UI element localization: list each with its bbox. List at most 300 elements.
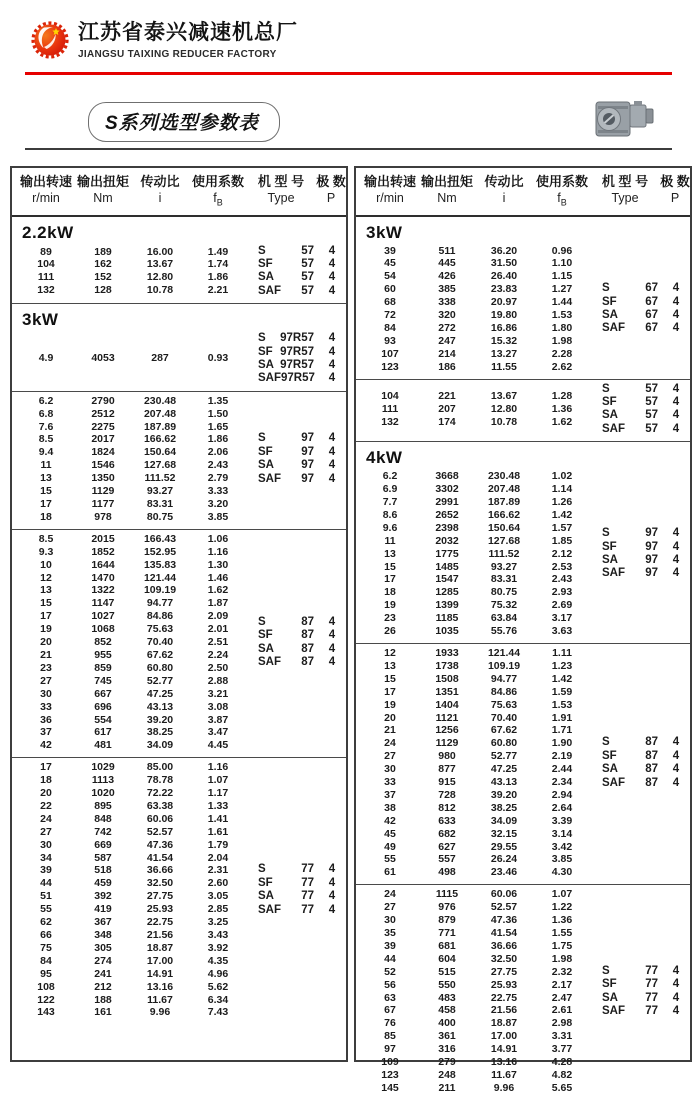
model-size: 77: [645, 991, 658, 1004]
value-cell: 23.83: [490, 283, 518, 296]
value-cell: 1.16: [207, 761, 229, 774]
value-cell: 27: [384, 750, 396, 763]
value-cell: 38.25: [146, 726, 174, 739]
value-cell: 554: [94, 713, 112, 726]
value-cell: 978: [94, 510, 112, 523]
company-header: [78, 20, 298, 60]
value-cell: 93: [384, 334, 396, 347]
value-cell: 60.06: [146, 812, 174, 825]
value-cell: 24: [384, 737, 396, 750]
value-cell: 2275: [91, 420, 115, 433]
model-type-row: [258, 616, 346, 629]
pole-count: 4: [328, 345, 336, 358]
pole-count: 4: [672, 295, 680, 308]
model-size: 67: [645, 282, 658, 295]
model-label: [602, 750, 658, 763]
value-cell: 70.40: [146, 636, 174, 649]
value-cell: 1824: [91, 446, 115, 459]
value-cell: 67: [384, 1004, 396, 1017]
value-cell: 33: [40, 700, 52, 713]
model-type-row: [602, 282, 690, 295]
value-cell: 1.44: [551, 296, 573, 309]
value-cell: 400: [438, 1017, 456, 1030]
value-cell: 1115: [435, 888, 459, 901]
block-body: [356, 470, 690, 638]
value-cell: 43.13: [146, 700, 174, 713]
pole-count: 4: [672, 554, 680, 567]
model-type-row: [258, 877, 346, 890]
value-cell: 2790: [91, 394, 115, 407]
value-cell: 67.62: [146, 648, 174, 661]
pole-count: 4: [672, 1004, 680, 1017]
numeric-rows: [16, 533, 246, 752]
value-cell: 27: [40, 825, 52, 838]
model-prefix: SA: [602, 763, 618, 776]
value-cell: 121.44: [487, 646, 521, 659]
model-type-area: [590, 383, 690, 437]
value-cell: 39: [384, 244, 396, 257]
model-label: [602, 978, 658, 991]
block-body: [356, 245, 690, 374]
value-cell: 1.75: [551, 939, 573, 952]
value-cell: 35: [384, 927, 396, 939]
value-cell: 152.95: [143, 545, 177, 558]
col-torque: 输出扭矩 Nm: [420, 174, 473, 205]
value-cell: 1.17: [207, 787, 229, 800]
value-cell: 1113: [91, 774, 115, 787]
value-cell: 42: [384, 814, 396, 827]
value-cell: 107: [381, 347, 399, 360]
value-cell: 1.50: [207, 407, 229, 420]
value-cell: 6.2: [382, 470, 398, 483]
value-cell: 122: [37, 993, 55, 1006]
value-cell: 4.45: [207, 739, 229, 752]
value-cell: 174: [438, 415, 456, 428]
value-cell: 84: [384, 321, 396, 334]
value-cell: 26: [384, 625, 396, 638]
parameter-tables: [10, 166, 692, 1094]
value-cell: 26.24: [490, 853, 518, 866]
value-cell: 25.93: [490, 978, 518, 991]
model-label: [258, 359, 314, 372]
value-cell: 21.56: [490, 1004, 518, 1017]
value-cell: 104: [37, 258, 55, 271]
model-type-row: [258, 346, 346, 359]
value-cell: 1350: [91, 472, 115, 485]
model-type-row: [258, 643, 346, 656]
value-cell: 7.6: [38, 420, 54, 433]
value-cell: 2.53: [551, 560, 573, 573]
model-label: [258, 904, 314, 917]
value-cell: 2.50: [207, 661, 229, 674]
value-cell: 123: [381, 1068, 399, 1081]
value-cell: 1.53: [551, 698, 573, 711]
value-cell: 12: [384, 646, 396, 659]
model-size: 57: [645, 409, 658, 422]
value-cell: 848: [94, 812, 112, 825]
value-cell: 426: [438, 270, 456, 283]
right-table: [354, 166, 692, 1094]
value-cell: 21: [40, 648, 52, 661]
value-cell: 17: [384, 685, 396, 698]
value-cell: 320: [438, 309, 456, 322]
value-cell: 1.42: [551, 508, 573, 521]
value-cell: 60: [384, 283, 396, 296]
value-cell: 187.89: [487, 496, 521, 508]
value-cell: 2512: [91, 407, 115, 420]
value-cell: 20: [40, 636, 52, 649]
model-size: 57: [645, 422, 658, 435]
col-service-factor: 使用系数 $f_B$: [535, 174, 588, 208]
value-cell: 19: [40, 623, 52, 636]
value-cell: 36.20: [490, 244, 518, 257]
value-cell: 49: [384, 840, 396, 853]
value-cell: 1.36: [551, 402, 573, 415]
model-type-row: [258, 904, 346, 917]
value-cell: 2.04: [207, 851, 229, 864]
value-cell: 955: [94, 648, 112, 661]
model-label: [602, 965, 658, 978]
pole-count: 4: [328, 284, 336, 297]
value-cell: 3.31: [551, 1030, 573, 1043]
value-cell: 20: [40, 787, 52, 800]
model-type-row: [258, 271, 346, 284]
factory-logo-icon: [30, 18, 70, 64]
value-cell: 3.77: [551, 1043, 573, 1056]
value-cell: 1285: [435, 586, 459, 599]
value-cell: 812: [438, 801, 456, 814]
value-cell: 83.31: [490, 573, 518, 586]
value-cell: 10: [40, 558, 52, 571]
value-cell: 1020: [91, 787, 115, 800]
model-type-row: [258, 372, 346, 385]
value-cell: 1.36: [551, 914, 573, 927]
value-cell: 207.48: [143, 407, 177, 420]
model-size: 97: [645, 527, 658, 540]
value-cell: 13: [40, 472, 52, 485]
value-cell: 11: [40, 459, 52, 472]
value-cell: 3.85: [551, 853, 573, 866]
value-cell: 51: [40, 890, 52, 903]
value-cell: 1.62: [207, 584, 229, 597]
value-cell: 23.46: [490, 866, 518, 879]
model-label: [258, 656, 314, 669]
series-title-badge: S系列选型参数表: [88, 102, 280, 142]
value-cell: 1.22: [551, 901, 573, 914]
value-cell: 44: [384, 952, 396, 965]
company-name-en: JIANGSU TAIXING REDUCER FACTORY: [78, 49, 277, 60]
model-prefix: S: [602, 736, 610, 749]
value-cell: 1129: [435, 737, 459, 750]
left-table-body: [12, 217, 346, 1061]
model-prefix: SAF: [258, 472, 281, 485]
value-cell: 18: [40, 510, 52, 523]
value-cell: 3.42: [551, 840, 573, 853]
model-label: [602, 554, 658, 567]
value-cell: 104: [381, 390, 399, 403]
value-cell: 1.62: [551, 415, 573, 428]
value-cell: 2.60: [207, 877, 229, 890]
value-cell: 2.19: [551, 750, 573, 763]
value-cell: 67.62: [490, 724, 518, 737]
value-cell: 6.2: [38, 394, 54, 407]
value-cell: 61: [384, 866, 396, 879]
value-cell: 60.06: [490, 888, 518, 901]
value-cell: 2.24: [207, 648, 229, 661]
value-cell: 94.77: [146, 597, 174, 610]
value-cell: 3.20: [207, 498, 229, 510]
value-cell: 1.79: [207, 838, 229, 851]
value-cell: 1027: [91, 610, 115, 623]
value-cell: 3.85: [207, 510, 229, 523]
model-prefix: S: [258, 432, 266, 445]
model-size: 87: [301, 642, 314, 655]
model-size: 97: [645, 554, 658, 567]
model-label: [258, 346, 314, 359]
model-size: 97: [301, 432, 314, 445]
value-cell: 2.88: [207, 674, 229, 687]
col-service-factor: 使用系数 $f_B$: [191, 174, 244, 208]
pole-count: 4: [672, 736, 680, 749]
value-cell: 2.61: [551, 1004, 573, 1017]
value-cell: 3.21: [207, 687, 229, 700]
power-section-label: 2.2kW: [22, 222, 74, 242]
model-size: 87: [301, 655, 314, 668]
value-cell: 19: [384, 599, 396, 612]
value-cell: 6.34: [207, 993, 229, 1006]
pole-count: 4: [672, 309, 680, 322]
value-cell: 97: [384, 1043, 396, 1056]
model-size: 77: [645, 978, 658, 991]
value-cell: 78.78: [146, 774, 174, 787]
value-cell: 3.25: [207, 916, 229, 929]
numeric-rows: [16, 246, 246, 298]
value-cell: 93.27: [146, 485, 174, 498]
table-block: [12, 529, 346, 757]
col-speed: 输出转速 r/min: [363, 174, 416, 205]
value-cell: 150.64: [487, 521, 521, 534]
value-cell: 66: [40, 929, 52, 941]
value-cell: 34: [40, 851, 52, 864]
value-cell: 1644: [91, 558, 115, 571]
model-size: 97: [301, 445, 314, 458]
value-cell: 0.96: [551, 244, 573, 257]
value-cell: 27: [40, 674, 52, 687]
value-cell: 515: [438, 965, 456, 978]
value-cell: 10.78: [146, 284, 174, 297]
value-cell: 85: [384, 1030, 396, 1043]
numeric-rows: [360, 470, 590, 638]
table-block: [356, 441, 690, 643]
model-prefix: SF: [602, 295, 617, 308]
model-size: 57: [301, 271, 314, 284]
model-prefix: SF: [602, 395, 617, 408]
pole-count: 4: [328, 876, 336, 889]
value-cell: 2.12: [551, 547, 573, 560]
value-cell: 83.31: [146, 498, 174, 510]
value-cell: 108: [37, 980, 55, 993]
value-cell: 3.14: [551, 827, 573, 840]
value-cell: 745: [94, 674, 112, 687]
model-prefix: SF: [258, 345, 273, 358]
value-cell: 93.27: [490, 560, 518, 573]
value-cell: 877: [438, 763, 456, 776]
model-size: 97: [301, 472, 314, 485]
value-cell: 1068: [91, 623, 115, 636]
value-cell: 150.64: [143, 446, 177, 459]
value-cell: 274: [94, 954, 112, 967]
value-cell: 1.28: [551, 390, 573, 403]
model-label: [258, 432, 314, 445]
value-cell: 419: [94, 903, 112, 916]
model-prefix: S: [602, 382, 610, 395]
model-type-row: [258, 656, 346, 669]
model-size: 77: [645, 964, 658, 977]
value-cell: 1.07: [207, 774, 229, 787]
value-cell: 1.30: [207, 558, 229, 571]
table-block: [12, 757, 346, 1060]
value-cell: 127.68: [487, 534, 521, 547]
value-cell: 42: [40, 739, 52, 752]
value-cell: 14.91: [146, 967, 174, 980]
value-cell: 3.92: [207, 941, 229, 954]
value-cell: 14.91: [490, 1043, 518, 1056]
model-prefix: SF: [602, 978, 617, 991]
value-cell: 230.48: [143, 394, 177, 407]
value-cell: 13.67: [490, 390, 518, 403]
value-cell: 5.65: [551, 1081, 573, 1094]
value-cell: 75.63: [146, 623, 174, 636]
pole-count: 4: [328, 863, 336, 876]
model-prefix: SAF: [602, 567, 625, 580]
value-cell: 135.83: [143, 558, 177, 571]
value-cell: 13: [40, 584, 52, 597]
value-cell: 13.16: [146, 980, 174, 993]
value-cell: 38: [384, 801, 396, 814]
value-cell: 1508: [435, 672, 459, 685]
value-cell: 1.91: [551, 711, 573, 724]
model-prefix: SF: [602, 749, 617, 762]
value-cell: 18.87: [146, 941, 174, 954]
value-cell: 15.32: [490, 334, 518, 347]
pole-count: 4: [328, 372, 336, 385]
model-size: 67: [645, 322, 658, 335]
model-type-area: [590, 736, 690, 790]
value-cell: 84.86: [146, 610, 174, 623]
model-type-area: [590, 282, 690, 336]
numeric-rows: [16, 395, 246, 524]
value-cell: 84.86: [490, 685, 518, 698]
value-cell: 27.75: [490, 965, 518, 978]
value-cell: 305: [94, 941, 112, 954]
value-cell: 75.32: [490, 599, 518, 612]
model-size: 97: [645, 540, 658, 553]
value-cell: 1.90: [551, 737, 573, 750]
value-cell: 2.32: [551, 965, 573, 978]
value-cell: 1.98: [551, 334, 573, 347]
value-cell: 1.16: [207, 545, 229, 558]
value-cell: 9.96: [493, 1081, 515, 1094]
pole-count: 4: [672, 991, 680, 1004]
value-cell: 459: [94, 877, 112, 890]
col-poles: 极 数 P: [316, 174, 346, 205]
value-cell: 27.75: [146, 890, 174, 903]
value-cell: 39: [40, 864, 52, 877]
value-cell: 37: [384, 788, 396, 801]
value-cell: 859: [94, 661, 112, 674]
model-type-area: [590, 527, 690, 581]
col-ratio: 传动比 i: [484, 174, 524, 205]
value-cell: 518: [94, 864, 112, 877]
model-type-row: [258, 459, 346, 472]
value-cell: 9.3: [38, 545, 54, 558]
value-cell: 2.43: [551, 573, 573, 586]
value-cell: 852: [94, 636, 112, 649]
value-cell: 1.33: [207, 799, 229, 812]
value-cell: 2398: [435, 521, 459, 534]
value-cell: 348: [94, 929, 112, 941]
value-cell: 4.35: [207, 954, 229, 967]
model-type-row: [602, 309, 690, 322]
value-cell: 18: [384, 586, 396, 599]
value-cell: 3.87: [207, 713, 229, 726]
table-block: [12, 217, 346, 304]
table-block: [12, 303, 346, 391]
value-cell: 212: [94, 980, 112, 993]
value-cell: 127.68: [143, 459, 177, 472]
value-cell: 550: [438, 978, 456, 991]
value-cell: 2.09: [207, 610, 229, 623]
value-cell: 3.08: [207, 700, 229, 713]
value-cell: 72: [384, 309, 396, 322]
model-prefix: SA: [258, 459, 274, 472]
value-cell: 109.19: [143, 584, 177, 597]
value-cell: 24: [384, 888, 396, 901]
value-cell: 13.16: [490, 1056, 518, 1069]
value-cell: 17: [40, 761, 52, 774]
value-cell: 696: [94, 700, 112, 713]
value-cell: 211: [438, 1081, 456, 1094]
value-cell: 34.09: [146, 739, 174, 752]
pole-count: 4: [672, 978, 680, 991]
left-table: [10, 166, 348, 1062]
pole-count: 4: [672, 382, 680, 395]
value-cell: 32.15: [490, 827, 518, 840]
model-type-row: [258, 432, 346, 445]
value-cell: 21: [384, 724, 396, 737]
model-label: [258, 473, 314, 486]
pole-count: 4: [328, 244, 336, 257]
power-section-label: 3kW: [366, 222, 403, 242]
value-cell: 162: [94, 258, 112, 271]
model-label: [602, 763, 658, 776]
model-type-area: [246, 432, 346, 486]
value-cell: 1.10: [551, 257, 573, 270]
model-type-row: [258, 446, 346, 459]
numeric-rows: [360, 888, 590, 1095]
value-cell: 2652: [435, 508, 459, 521]
value-cell: 12.80: [490, 402, 518, 415]
model-label: [602, 567, 658, 580]
value-cell: 22.75: [146, 916, 174, 929]
value-cell: 36: [40, 713, 52, 726]
model-label: [602, 527, 658, 540]
model-label: [602, 777, 658, 790]
value-cell: 17: [384, 573, 396, 586]
value-cell: 22: [40, 799, 52, 812]
model-size: 77: [301, 876, 314, 889]
value-cell: 511: [438, 244, 456, 257]
